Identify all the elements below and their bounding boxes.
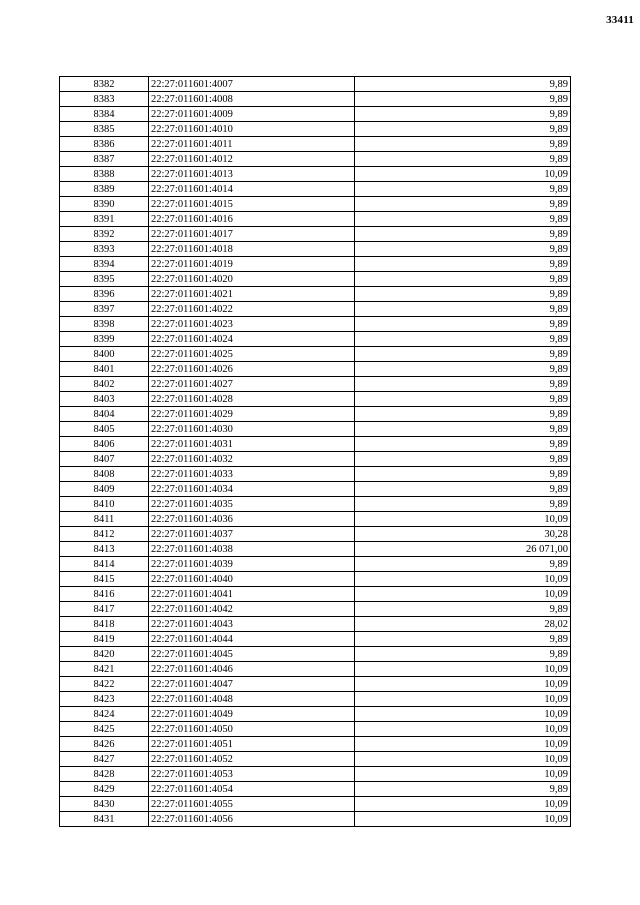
cadastral-number-cell: 22:27:011601:4010 (149, 122, 355, 137)
cadastral-number-cell: 22:27:011601:4046 (149, 662, 355, 677)
cadastral-number-cell: 22:27:011601:4014 (149, 182, 355, 197)
value-cell: 10,09 (355, 737, 571, 752)
value-cell: 9,89 (355, 242, 571, 257)
value-cell: 9,89 (355, 317, 571, 332)
table-row (60, 452, 571, 467)
value-cell: 10,09 (355, 812, 571, 827)
value-cell: 9,89 (355, 497, 571, 512)
table-row (60, 572, 571, 587)
table-row (60, 167, 571, 182)
row-number-cell: 8405 (60, 422, 149, 437)
row-number-cell: 8403 (60, 392, 149, 407)
row-number-cell: 8406 (60, 437, 149, 452)
value-cell: 10,09 (355, 722, 571, 737)
table-row (60, 602, 571, 617)
row-number-cell: 8386 (60, 137, 149, 152)
table-row (60, 122, 571, 137)
row-number-cell: 8404 (60, 407, 149, 422)
cadastral-number-cell: 22:27:011601:4033 (149, 467, 355, 482)
value-cell: 9,89 (355, 122, 571, 137)
cadastral-number-cell: 22:27:011601:4017 (149, 227, 355, 242)
row-number-cell: 8423 (60, 692, 149, 707)
value-cell: 9,89 (355, 437, 571, 452)
value-cell: 9,89 (355, 92, 571, 107)
cadastral-number-cell: 22:27:011601:4039 (149, 557, 355, 572)
cadastral-number-cell: 22:27:011601:4025 (149, 347, 355, 362)
value-cell: 10,09 (355, 662, 571, 677)
table-row (60, 557, 571, 572)
cadastral-number-cell: 22:27:011601:4022 (149, 302, 355, 317)
row-number-cell: 8395 (60, 272, 149, 287)
cadastral-number-cell: 22:27:011601:4028 (149, 392, 355, 407)
table-row (60, 377, 571, 392)
value-cell: 9,89 (355, 137, 571, 152)
value-cell: 9,89 (355, 197, 571, 212)
cadastral-number-cell: 22:27:011601:4013 (149, 167, 355, 182)
cadastral-number-cell: 22:27:011601:4008 (149, 92, 355, 107)
value-cell: 28,02 (355, 617, 571, 632)
row-number-cell: 8431 (60, 812, 149, 827)
value-cell: 10,09 (355, 692, 571, 707)
cadastral-number-cell: 22:27:011601:4048 (149, 692, 355, 707)
row-number-cell: 8391 (60, 212, 149, 227)
row-number-cell: 8411 (60, 512, 149, 527)
cadastral-number-cell: 22:27:011601:4056 (149, 812, 355, 827)
cadastral-number-cell: 22:27:011601:4055 (149, 797, 355, 812)
table-row (60, 542, 571, 557)
table-row (60, 662, 571, 677)
row-number-cell: 8409 (60, 482, 149, 497)
table-row (60, 812, 571, 827)
value-cell: 10,09 (355, 587, 571, 602)
table-row (60, 422, 571, 437)
table-row (60, 497, 571, 512)
value-cell: 9,89 (355, 452, 571, 467)
value-cell: 10,09 (355, 797, 571, 812)
table-row (60, 482, 571, 497)
row-number-cell: 8419 (60, 632, 149, 647)
row-number-cell: 8402 (60, 377, 149, 392)
table-row (60, 722, 571, 737)
cadastral-number-cell: 22:27:011601:4023 (149, 317, 355, 332)
cadastral-number-cell: 22:27:011601:4043 (149, 617, 355, 632)
table-row (60, 392, 571, 407)
table-row (60, 302, 571, 317)
table-row (60, 92, 571, 107)
cadastral-number-cell: 22:27:011601:4037 (149, 527, 355, 542)
table-body (60, 77, 571, 827)
table-row (60, 287, 571, 302)
value-cell: 9,89 (355, 332, 571, 347)
table-row (60, 617, 571, 632)
table-row (60, 332, 571, 347)
cadastral-number-cell: 22:27:011601:4015 (149, 197, 355, 212)
value-cell: 9,89 (355, 182, 571, 197)
cadastral-number-cell: 22:27:011601:4031 (149, 437, 355, 452)
page-number: 33411 (606, 14, 634, 26)
cadastral-number-cell: 22:27:011601:4030 (149, 422, 355, 437)
row-number-cell: 8428 (60, 767, 149, 782)
value-cell: 9,89 (355, 557, 571, 572)
table-row (60, 227, 571, 242)
cadastral-number-cell: 22:27:011601:4050 (149, 722, 355, 737)
value-cell: 9,89 (355, 482, 571, 497)
table-row (60, 107, 571, 122)
row-number-cell: 8399 (60, 332, 149, 347)
row-number-cell: 8415 (60, 572, 149, 587)
value-cell: 10,09 (355, 767, 571, 782)
value-cell: 9,89 (355, 302, 571, 317)
row-number-cell: 8424 (60, 707, 149, 722)
value-cell: 9,89 (355, 287, 571, 302)
row-number-cell: 8414 (60, 557, 149, 572)
table-row (60, 737, 571, 752)
cadastral-number-cell: 22:27:011601:4040 (149, 572, 355, 587)
table-row (60, 797, 571, 812)
cadastral-number-cell: 22:27:011601:4041 (149, 587, 355, 602)
cadastral-number-cell: 22:27:011601:4038 (149, 542, 355, 557)
cadastral-number-cell: 22:27:011601:4044 (149, 632, 355, 647)
table-row (60, 587, 571, 602)
row-number-cell: 8382 (60, 77, 149, 92)
cadastral-number-cell: 22:27:011601:4047 (149, 677, 355, 692)
table-row (60, 782, 571, 797)
value-cell: 9,89 (355, 602, 571, 617)
cadastral-number-cell: 22:27:011601:4034 (149, 482, 355, 497)
row-number-cell: 8401 (60, 362, 149, 377)
row-number-cell: 8397 (60, 302, 149, 317)
table-row (60, 152, 571, 167)
table-row (60, 512, 571, 527)
table-row (60, 752, 571, 767)
row-number-cell: 8388 (60, 167, 149, 182)
cadastral-number-cell: 22:27:011601:4052 (149, 752, 355, 767)
row-number-cell: 8416 (60, 587, 149, 602)
value-cell: 10,09 (355, 677, 571, 692)
table-row (60, 362, 571, 377)
cadastral-number-cell: 22:27:011601:4045 (149, 647, 355, 662)
row-number-cell: 8427 (60, 752, 149, 767)
row-number-cell: 8398 (60, 317, 149, 332)
table-row (60, 317, 571, 332)
cadastral-number-cell: 22:27:011601:4049 (149, 707, 355, 722)
row-number-cell: 8383 (60, 92, 149, 107)
row-number-cell: 8418 (60, 617, 149, 632)
value-cell: 9,89 (355, 632, 571, 647)
table-row (60, 347, 571, 362)
row-number-cell: 8430 (60, 797, 149, 812)
value-cell: 9,89 (355, 257, 571, 272)
value-cell: 9,89 (355, 392, 571, 407)
table-row (60, 77, 571, 92)
cadastral-number-cell: 22:27:011601:4027 (149, 377, 355, 392)
value-cell: 9,89 (355, 362, 571, 377)
value-cell: 9,89 (355, 347, 571, 362)
table-row (60, 632, 571, 647)
value-cell: 30,28 (355, 527, 571, 542)
row-number-cell: 8413 (60, 542, 149, 557)
table-row (60, 647, 571, 662)
row-number-cell: 8429 (60, 782, 149, 797)
row-number-cell: 8410 (60, 497, 149, 512)
cadastral-number-cell: 22:27:011601:4029 (149, 407, 355, 422)
table-row (60, 272, 571, 287)
table-row (60, 467, 571, 482)
table-row (60, 257, 571, 272)
value-cell: 10,09 (355, 572, 571, 587)
row-number-cell: 8392 (60, 227, 149, 242)
row-number-cell: 8425 (60, 722, 149, 737)
value-cell: 9,89 (355, 227, 571, 242)
row-number-cell: 8408 (60, 467, 149, 482)
cadastral-number-cell: 22:27:011601:4042 (149, 602, 355, 617)
value-cell: 9,89 (355, 647, 571, 662)
row-number-cell: 8426 (60, 737, 149, 752)
table-row (60, 137, 571, 152)
value-cell: 10,09 (355, 707, 571, 722)
cadastral-number-cell: 22:27:011601:4026 (149, 362, 355, 377)
cadastral-number-cell: 22:27:011601:4018 (149, 242, 355, 257)
row-number-cell: 8422 (60, 677, 149, 692)
table-row (60, 677, 571, 692)
row-number-cell: 8384 (60, 107, 149, 122)
cadastral-number-cell: 22:27:011601:4019 (149, 257, 355, 272)
value-cell: 9,89 (355, 422, 571, 437)
cadastral-number-cell: 22:27:011601:4009 (149, 107, 355, 122)
row-number-cell: 8417 (60, 602, 149, 617)
cadastral-number-cell: 22:27:011601:4024 (149, 332, 355, 347)
table-row (60, 242, 571, 257)
value-cell: 9,89 (355, 272, 571, 287)
row-number-cell: 8394 (60, 257, 149, 272)
table-row (60, 197, 571, 212)
cadastral-number-cell: 22:27:011601:4021 (149, 287, 355, 302)
cadastral-number-cell: 22:27:011601:4007 (149, 77, 355, 92)
table-row (60, 692, 571, 707)
cadastral-number-cell: 22:27:011601:4032 (149, 452, 355, 467)
cadastral-number-cell: 22:27:011601:4020 (149, 272, 355, 287)
row-number-cell: 8387 (60, 152, 149, 167)
row-number-cell: 8420 (60, 647, 149, 662)
value-cell: 9,89 (355, 107, 571, 122)
cadastral-number-cell: 22:27:011601:4054 (149, 782, 355, 797)
cadastral-table (59, 76, 571, 827)
row-number-cell: 8412 (60, 527, 149, 542)
value-cell: 26 071,00 (355, 542, 571, 557)
table-row (60, 767, 571, 782)
value-cell: 9,89 (355, 377, 571, 392)
row-number-cell: 8385 (60, 122, 149, 137)
row-number-cell: 8421 (60, 662, 149, 677)
row-number-cell: 8396 (60, 287, 149, 302)
cadastral-number-cell: 22:27:011601:4035 (149, 497, 355, 512)
value-cell: 9,89 (355, 782, 571, 797)
table-row (60, 707, 571, 722)
value-cell: 9,89 (355, 152, 571, 167)
cadastral-number-cell: 22:27:011601:4016 (149, 212, 355, 227)
row-number-cell: 8400 (60, 347, 149, 362)
value-cell: 9,89 (355, 212, 571, 227)
value-cell: 10,09 (355, 512, 571, 527)
cadastral-number-cell: 22:27:011601:4036 (149, 512, 355, 527)
value-cell: 9,89 (355, 467, 571, 482)
value-cell: 9,89 (355, 77, 571, 92)
row-number-cell: 8390 (60, 197, 149, 212)
cadastral-number-cell: 22:27:011601:4053 (149, 767, 355, 782)
cadastral-number-cell: 22:27:011601:4012 (149, 152, 355, 167)
cadastral-number-cell: 22:27:011601:4051 (149, 737, 355, 752)
table-row (60, 182, 571, 197)
table-row (60, 407, 571, 422)
cadastral-number-cell: 22:27:011601:4011 (149, 137, 355, 152)
table-row (60, 212, 571, 227)
table-row (60, 527, 571, 542)
value-cell: 10,09 (355, 167, 571, 182)
row-number-cell: 8407 (60, 452, 149, 467)
table-row (60, 437, 571, 452)
value-cell: 9,89 (355, 407, 571, 422)
value-cell: 10,09 (355, 752, 571, 767)
row-number-cell: 8389 (60, 182, 149, 197)
row-number-cell: 8393 (60, 242, 149, 257)
